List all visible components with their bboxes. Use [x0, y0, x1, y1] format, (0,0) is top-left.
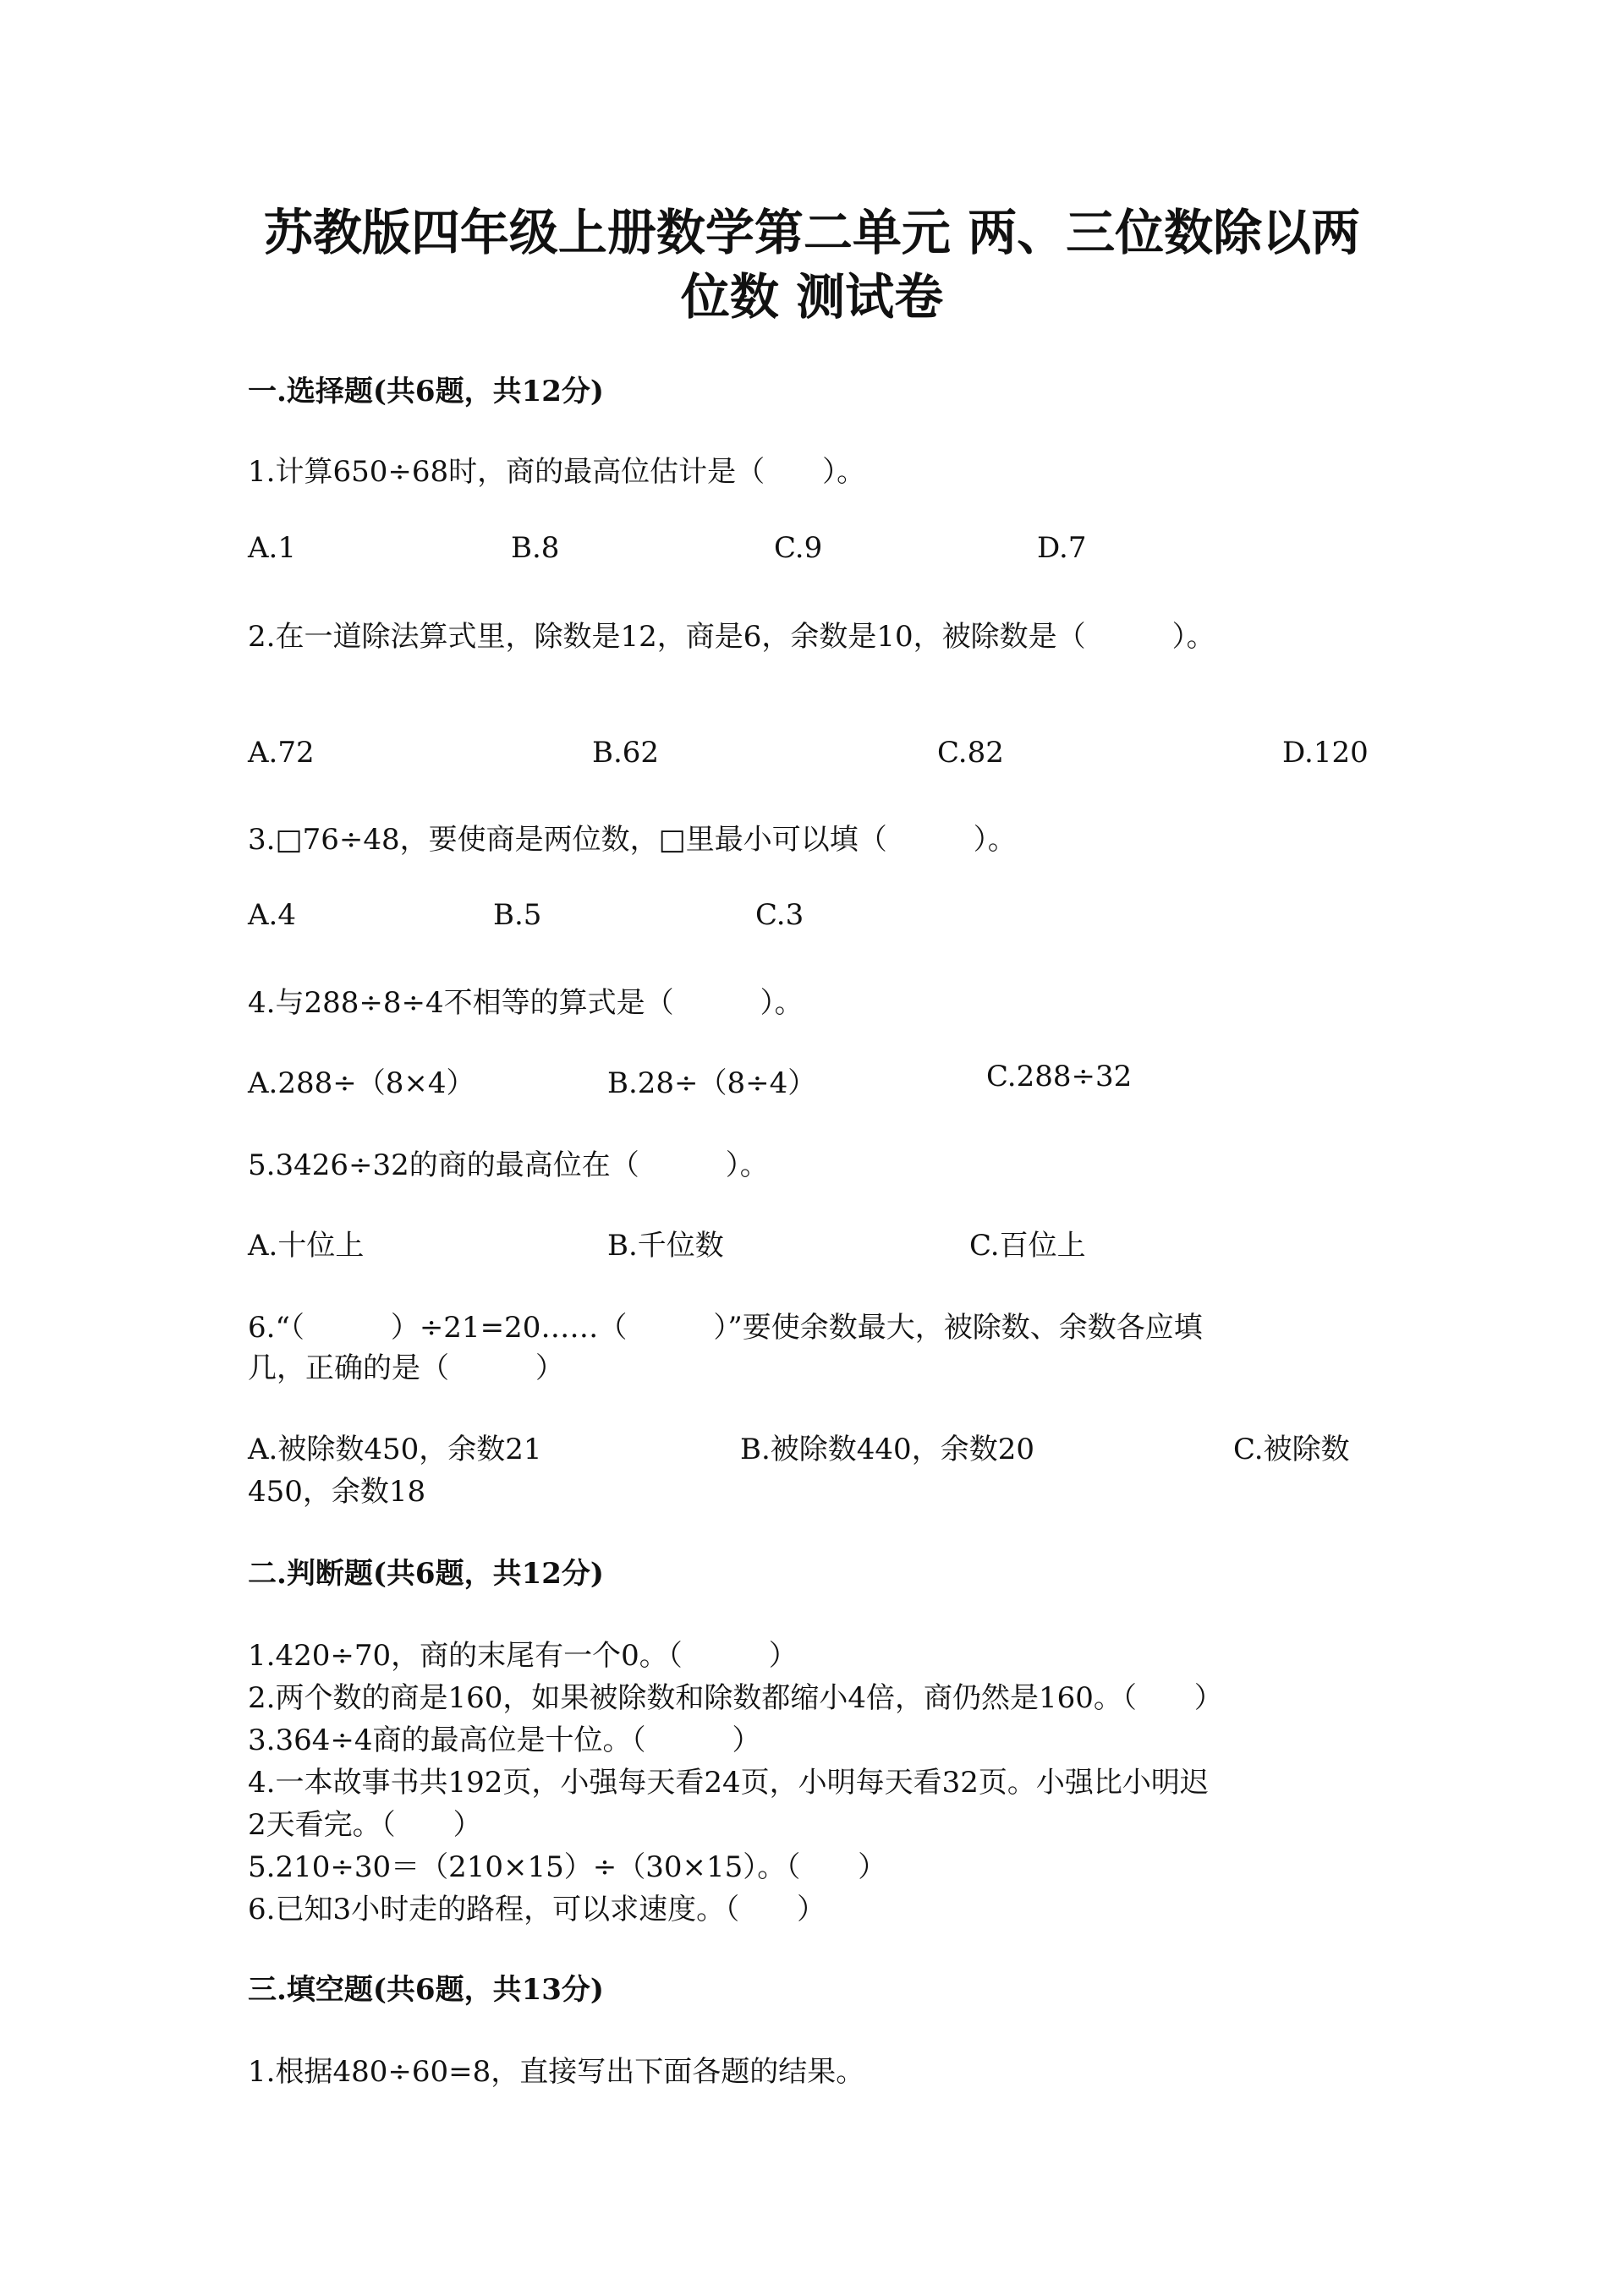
section-heading-choice: 一.选择题(共6题，共12分) — [248, 375, 604, 408]
judge-item: 4.一本故事书共192页，小强每天看24页，小明每天看32页。小强比小明迟 — [248, 1766, 1209, 1800]
option-b: B.千位数 — [607, 1229, 724, 1263]
judge-item-continued: 2天看完。（ ） — [248, 1808, 482, 1842]
option-a: A.被除数450，余数21 — [248, 1433, 542, 1466]
option-b: B.8 — [511, 531, 560, 565]
option-a: A.十位上 — [248, 1229, 365, 1263]
option-c: C.3 — [755, 898, 804, 932]
judge-item: 3.364÷4商的最高位是十位。（ ） — [248, 1723, 761, 1757]
section-heading-true-false: 二.判断题(共6题，共12分) — [248, 1557, 604, 1591]
option-a: A.1 — [248, 531, 296, 565]
exam-title-line1: 苏教版四年级上册数学第二单元 两、三位数除以两 — [263, 204, 1361, 261]
question-text: 2.在一道除法算式里，除数是12，商是6，余数是10，被除数是（ ）。 — [248, 620, 1215, 654]
option-d: D.7 — [1037, 531, 1087, 565]
fill-in-item: 1.根据480÷60=8，直接写出下面各题的结果。 — [248, 2055, 865, 2089]
option-c: C.被除数 — [1233, 1433, 1350, 1466]
option-a: A.4 — [248, 898, 296, 932]
option-c: C.9 — [774, 531, 823, 565]
question-text: 6.“（ ）÷21=20……（ ）”要使余数最大，被除数、余数各应填 — [248, 1311, 1203, 1345]
option-b: B.被除数440，余数20 — [740, 1433, 1034, 1466]
option-b: B.28÷（8÷4） — [607, 1066, 817, 1100]
question-text: 几，正确的是（ ） — [248, 1351, 564, 1385]
option-a: A.72 — [248, 736, 315, 770]
option-b: B.5 — [493, 898, 542, 932]
question-text: 5.3426÷32的商的最高位在（ ）。 — [248, 1148, 769, 1182]
option-d: D.120 — [1282, 736, 1369, 770]
option-c: C.288÷32 — [986, 1060, 1133, 1093]
section-heading-fill-in: 三.填空题(共6题，共13分) — [248, 1973, 604, 2007]
judge-item: 2.两个数的商是160，如果被除数和除数都缩小4倍，商仍然是160。（ ） — [248, 1681, 1223, 1715]
question-text: 4.与288÷8÷4不相等的算式是（ ）。 — [248, 986, 804, 1020]
judge-item: 6.已知3小时走的路程，可以求速度。（ ） — [248, 1893, 826, 1926]
judge-item: 1.420÷70，商的末尾有一个0。（ ） — [248, 1639, 798, 1673]
question-text: 3.□76÷48，要使商是两位数，□里最小可以填（ ）。 — [248, 823, 1017, 857]
option-a: A.288÷（8×4） — [248, 1066, 475, 1100]
question-text: 1.计算650÷68时，商的最高位估计是（ ）。 — [248, 455, 866, 489]
judge-item: 5.210÷30＝（210×15）÷（30×15）。（ ） — [248, 1850, 887, 1884]
exam-title-line2: 位数 测试卷 — [680, 268, 944, 326]
option-c: C.百位上 — [969, 1229, 1086, 1263]
option-c: C.82 — [937, 736, 1004, 770]
option-c-continued: 450，余数18 — [248, 1475, 426, 1509]
option-b: B.62 — [592, 736, 660, 770]
